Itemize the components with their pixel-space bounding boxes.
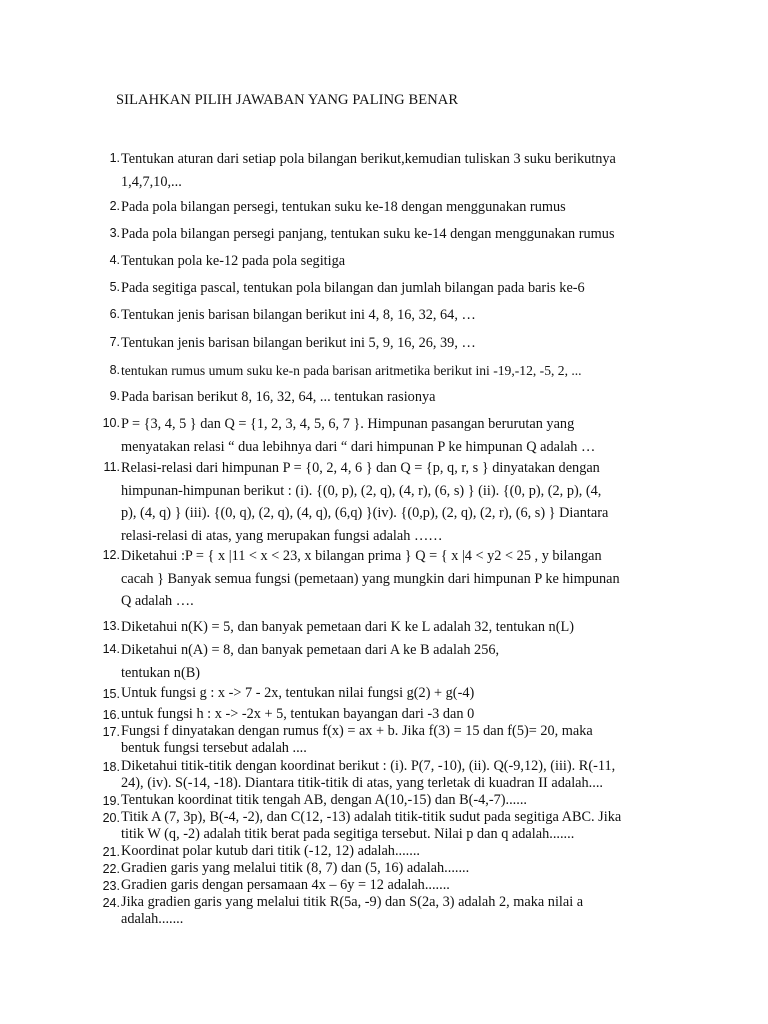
question-line: Diketahui :P = { x |11 < x < 23, x bilangan prima } Q = { x |4 < y2 < 25 , y bilangan <box>121 548 602 564</box>
question-line: Jika gradien garis yang melalui titik R(5a, -9) dan S(2a, 3) adalah 2, maka nilai a <box>121 894 584 910</box>
question-line: tentukan n(B) <box>121 664 201 681</box>
question-text <box>121 457 681 547</box>
question-number: 19. <box>102 794 120 808</box>
question-number: 1. <box>109 151 120 165</box>
question-line: titik W (q, -2) adalah titik berat pada segitiga tersebut. Nilai p dan q adalah....... <box>121 826 575 842</box>
question-text <box>121 639 681 684</box>
question-number: 16. <box>102 708 120 722</box>
question-line: 24), (iv). S(-14, -18). Diantara titik-titik di atas, yang terletak di kuadran II adalah.... <box>121 775 603 791</box>
question-line: himpunan-himpunan berikut : (i). {(0, p), (2, q), (4, r), (6, s) } (ii). {(0, p), (2, p), (4, <box>121 482 602 499</box>
question-line: tentukan rumus umum suku ke-n pada barisan aritmetika berikut ini -19,-12, -5, 2, ... <box>121 363 582 378</box>
question-line: Tentukan jenis barisan bilangan berikut ini 4, 8, 16, 32, 64, … <box>121 307 476 323</box>
question-text <box>121 250 681 273</box>
question-line: adalah....... <box>121 911 184 927</box>
question-number: 8. <box>109 363 120 377</box>
question-number: 12. <box>102 548 120 562</box>
question-number: 2. <box>109 199 120 213</box>
question-number: 21. <box>102 845 120 859</box>
question-number: 15. <box>102 687 120 701</box>
question-line: Fungsi f dinyatakan dengan rumus f(x) = ax + b. Jika f(3) = 15 dan f(5)= 20, maka <box>121 723 593 739</box>
question-text <box>121 360 681 383</box>
question-number: 4. <box>109 253 120 267</box>
question-line: Pada segitiga pascal, tentukan pola bilangan dan jumlah bilangan pada baris ke-6 <box>121 280 585 296</box>
question-number: 14. <box>102 642 120 656</box>
question-line: Pada pola bilangan persegi panjang, tentukan suku ke-14 dengan menggunakan rumus <box>121 226 615 242</box>
question-text <box>121 843 681 860</box>
question-text <box>121 877 681 894</box>
question-line: cacah } Banyak semua fungsi (pemetaan) yang mungkin dari himpunan P ke himpunan <box>121 570 620 587</box>
question-line: Relasi-relasi dari himpunan P = {0, 2, 4, 6 } dan Q = {p, q, r, s } dinyatakan dengan <box>121 460 600 476</box>
question-number: 18. <box>102 760 120 774</box>
question-line: Diketahui n(A) = 8, dan banyak pemetaan dari A ke B adalah 256, <box>121 642 500 658</box>
question-text <box>121 809 681 843</box>
question-line: Koordinat polar kutub dari titik (-12, 12) adalah....... <box>121 843 420 859</box>
worksheet-title: SILAHKAN PILIH JAWABAN YANG PALING BENAR <box>116 92 459 108</box>
question-text <box>121 386 681 409</box>
question-number: 5. <box>109 280 120 294</box>
question-line: Titik A (7, 3p), B(-4, -2), dan C(12, -13) adalah titik-titik sudut pada segitiga ABC. Jika <box>121 809 622 825</box>
question-text <box>121 277 681 300</box>
question-number: 20. <box>102 811 120 825</box>
question-line: Diketahui titik-titik dengan koordinat berikut : (i). P(7, -10), (ii). Q(-9,12), (iii). R(-11, <box>121 758 616 774</box>
question-number: 9. <box>109 389 120 403</box>
question-line: P = {3, 4, 5 } dan Q = {1, 2, 3, 4, 5, 6, 7 }. Himpunan pasangan berurutan yang <box>121 416 575 432</box>
question-number: 11. <box>103 460 120 474</box>
question-text <box>121 792 681 809</box>
question-line: Tentukan jenis barisan bilangan berikut ini 5, 9, 16, 26, 39, … <box>121 335 476 351</box>
question-line: Pada pola bilangan persegi, tentukan suku ke-18 dengan menggunakan rumus <box>121 199 566 215</box>
question-text <box>121 148 681 193</box>
question-text <box>121 223 681 246</box>
question-text <box>121 304 681 327</box>
question-line: Diketahui n(K) = 5, dan banyak pemetaan dari K ke L adalah 32, tentukan n(L) <box>121 619 574 635</box>
question-text <box>121 332 681 355</box>
question-line: relasi-relasi di atas, yang merupakan fungsi adalah …… <box>121 527 443 544</box>
question-number: 3. <box>109 226 120 240</box>
question-line: Q adalah …. <box>121 593 194 609</box>
question-number: 23. <box>102 879 120 893</box>
question-text <box>121 684 681 704</box>
question-number: 24. <box>102 896 120 910</box>
question-line: bentuk fungsi tersebut adalah .... <box>121 740 307 756</box>
question-line: untuk fungsi h : x -> -2x + 5, tentukan bayangan dari -3 dan 0 <box>121 706 475 722</box>
question-line: Tentukan koordinat titik tengah AB, dengan A(10,-15) dan B(-4,-7)...... <box>121 792 527 808</box>
question-number: 6. <box>109 307 120 321</box>
question-line: Gradien garis dengan persamaan 4x – 6y = 12 adalah....... <box>121 877 450 893</box>
question-text <box>121 894 681 928</box>
question-text <box>121 758 681 792</box>
question-text <box>121 860 681 877</box>
question-line: Tentukan aturan dari setiap pola bilangan berikut,kemudian tuliskan 3 suku berikutnya <box>121 151 616 167</box>
question-line: Untuk fungsi g : x -> 7 - 2x, tentukan nilai fungsi g(2) + g(-4) <box>121 685 475 701</box>
question-line: 1,4,7,10,... <box>121 173 182 190</box>
question-number: 22. <box>102 862 120 876</box>
question-line: Tentukan pola ke-12 pada pola segitiga <box>121 253 346 269</box>
question-number: 10. <box>102 416 120 430</box>
question-line: Pada barisan berikut 8, 16, 32, 64, ... tentukan rasionya <box>121 389 436 405</box>
question-line: menyatakan relasi “ dua lebihnya dari “ dari himpunan P ke himpunan Q adalah … <box>121 438 596 455</box>
question-text <box>121 705 681 725</box>
question-text <box>121 413 681 458</box>
question-number: 7. <box>109 335 120 349</box>
question-text <box>121 723 681 757</box>
question-text <box>121 196 681 219</box>
question-text <box>121 616 681 639</box>
question-line: Gradien garis yang melalui titik (8, 7) dan (5, 16) adalah....... <box>121 860 470 876</box>
question-number: 17. <box>102 725 120 739</box>
question-number: 13. <box>102 619 120 633</box>
question-text <box>121 545 681 613</box>
question-line: p), (4, q) } (iii). {(0, q), (2, q), (4, q), (6,q) }(iv). {(0,p), (2, q), (2, r), (6, s) } Diantara <box>121 505 609 521</box>
